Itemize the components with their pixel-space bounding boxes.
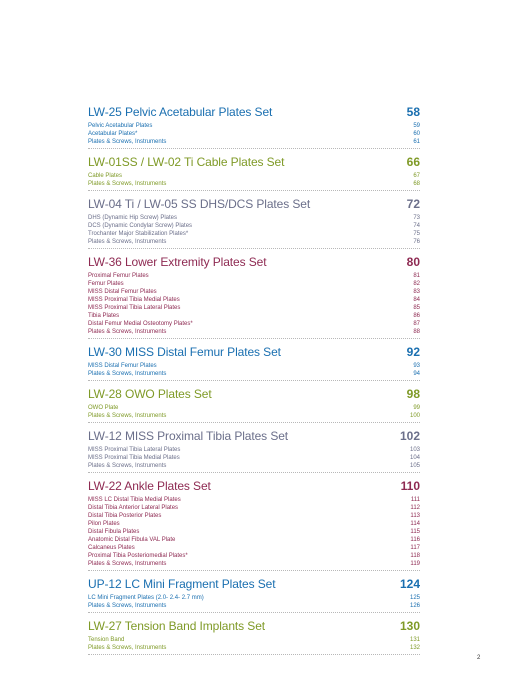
toc-section: [88, 617, 420, 655]
section-page-number: 72: [406, 197, 420, 211]
entry-page-number: 131: [409, 637, 420, 643]
entry-label: Calcaneus Plates: [88, 545, 135, 551]
section-title: LW-12 MISS Proximal Tibia Plates Set: [88, 429, 289, 443]
entry-page-number: 112: [410, 505, 420, 511]
entry-label: LC Mini Fragment Plates (2.0- 2.4- 2.7 mm): [88, 595, 204, 601]
entry-page-number: 116: [410, 537, 420, 543]
entry-page-number: 67: [413, 173, 420, 179]
toc-entry: [88, 122, 420, 130]
entry-page-number: 86: [413, 313, 420, 319]
entry-label: Tibia Plates: [88, 313, 120, 319]
entry-page-number: 132: [409, 645, 420, 651]
toc-entry: [88, 454, 420, 462]
entry-label: Plates & Screws, Instruments: [88, 139, 167, 145]
entry-page-number: 99: [413, 405, 420, 411]
section-heading: [88, 343, 420, 361]
toc-entry: [88, 312, 420, 320]
entry-page-number: 126: [409, 603, 420, 609]
entry-page-number: 81: [413, 273, 420, 279]
entry-page-number: 94: [413, 371, 420, 377]
entry-label: Tension Band: [88, 637, 125, 643]
entry-label: Pilon Plates: [88, 521, 120, 527]
entry-label: MISS Proximal Tibia Medial Plates: [88, 455, 180, 461]
section-divider: [88, 612, 420, 613]
toc-entry: [88, 462, 420, 470]
entry-page-number: 103: [409, 447, 420, 453]
entry-label: MISS Proximal Tibia Lateral Plates: [88, 447, 181, 453]
section-divider: [88, 338, 420, 339]
entry-label: Plates & Screws, Instruments: [88, 371, 167, 377]
entry-label: Cable Plates: [88, 173, 123, 179]
toc-entry: [88, 520, 420, 528]
section-page-number: 58: [406, 105, 420, 119]
section-title: LW-25 Pelvic Acetabular Plates Set: [88, 105, 273, 119]
toc-entry: [88, 320, 420, 328]
entry-label: MISS LC Distal Tibia Medial Plates: [88, 497, 181, 503]
section-page-number: 98: [406, 387, 420, 401]
toc-section: [88, 253, 420, 339]
section-page-number: 110: [400, 479, 420, 493]
toc-entry: [88, 644, 420, 652]
entry-page-number: 59: [413, 123, 420, 129]
toc-entry: [88, 280, 420, 288]
toc-section: [88, 153, 420, 191]
section-heading: [88, 617, 420, 635]
entry-page-number: 68: [413, 181, 420, 187]
section-heading: [88, 427, 420, 445]
toc-entry: [88, 560, 420, 568]
toc-entry: [88, 296, 420, 304]
toc-entry: [88, 512, 420, 520]
toc-entry: [88, 404, 420, 412]
toc-entry: [88, 172, 420, 180]
toc-entry: [88, 552, 420, 560]
page-number: 2: [477, 655, 481, 661]
toc-entry: [88, 222, 420, 230]
entry-page-number: 60: [413, 131, 420, 137]
entry-page-number: 117: [410, 545, 420, 551]
entry-label: Distal Tibia Posterior Plates: [88, 513, 162, 519]
entry-label: Proximal Tibia Posteriomedial Plates*: [88, 553, 188, 559]
toc-entry: [88, 362, 420, 370]
entry-label: Distal Tibia Anterior Lateral Plates: [88, 505, 179, 511]
section-page-number: 80: [406, 255, 420, 269]
entry-page-number: 104: [409, 455, 420, 461]
entry-label: Proximal Femur Plates: [88, 273, 149, 279]
toc-entry: [88, 238, 420, 246]
toc-section: [88, 343, 420, 381]
toc-entry: [88, 504, 420, 512]
entry-page-number: 88: [413, 329, 420, 335]
section-divider: [88, 380, 420, 381]
section-divider: [88, 248, 420, 249]
toc-entry: [88, 138, 420, 146]
entry-page-number: 100: [409, 413, 420, 419]
section-heading: [88, 253, 420, 271]
entry-label: DHS (Dynamic Hip Screw) Plates: [88, 215, 178, 221]
entry-label: MISS Distal Femur Plates: [88, 363, 157, 369]
entry-label: MISS Proximal Tibia Medial Plates: [88, 297, 180, 303]
toc-section: [88, 103, 420, 149]
toc-entry: [88, 496, 420, 504]
table-of-contents: [88, 103, 420, 659]
entry-page-number: 84: [413, 297, 420, 303]
toc-section: [88, 477, 420, 571]
entry-label: Plates & Screws, Instruments: [88, 603, 167, 609]
section-divider: [88, 472, 420, 473]
entry-label: Trochanter Major Stabilization Plates*: [88, 231, 189, 237]
entry-label: Plates & Screws, Instruments: [88, 463, 167, 469]
entry-page-number: 105: [409, 463, 420, 469]
entry-page-number: 74: [413, 223, 420, 229]
section-title: LW-36 Lower Extremity Plates Set: [88, 255, 267, 269]
toc-entry: [88, 544, 420, 552]
entry-page-number: 111: [410, 497, 420, 503]
section-heading: [88, 103, 420, 121]
entry-label: MISS Distal Femur Plates: [88, 289, 157, 295]
entry-label: OWO Plate: [88, 405, 119, 411]
toc-section: [88, 195, 420, 249]
entry-page-number: 83: [413, 289, 420, 295]
toc-entry: [88, 130, 420, 138]
section-title: LW-27 Tension Band Implants Set: [88, 619, 266, 633]
entry-page-number: 115: [410, 529, 420, 535]
toc-entry: [88, 370, 420, 378]
entry-label: Plates & Screws, Instruments: [88, 239, 167, 245]
section-heading: [88, 153, 420, 171]
toc-entry: [88, 528, 420, 536]
section-title: UP-12 LC Mini Fragment Plates Set: [88, 577, 276, 591]
section-page-number: 66: [406, 155, 420, 169]
entry-page-number: 113: [410, 513, 420, 519]
section-page-number: 130: [399, 619, 420, 633]
entry-label: Plates & Screws, Instruments: [88, 181, 167, 187]
toc-entry: [88, 230, 420, 238]
toc-section: [88, 427, 420, 473]
entry-page-number: 119: [410, 561, 420, 567]
section-heading: [88, 195, 420, 213]
entry-page-number: 118: [410, 553, 420, 559]
entry-label: Femur Plates: [88, 281, 124, 287]
section-divider: [88, 148, 420, 149]
section-heading: [88, 477, 420, 495]
entry-page-number: 114: [410, 521, 420, 527]
entry-label: Plates & Screws, Instruments: [88, 561, 167, 567]
toc-entry: [88, 214, 420, 222]
toc-entry: [88, 446, 420, 454]
entry-label: Distal Fibula Plates: [88, 529, 140, 535]
toc-entry: [88, 328, 420, 336]
entry-label: Anatomic Distal Fibula VAL Plate: [88, 537, 176, 543]
toc-section: [88, 575, 420, 613]
section-divider: [88, 422, 420, 423]
section-heading: [88, 575, 420, 593]
entry-label: Acetabular Plates*: [88, 131, 138, 137]
toc-entry: [88, 636, 420, 644]
toc-entry: [88, 272, 420, 280]
toc-entry: [88, 602, 420, 610]
section-title: LW-30 MISS Distal Femur Plates Set: [88, 345, 281, 359]
entry-label: Pelvic Acetabular Plates: [88, 123, 153, 129]
entry-page-number: 85: [413, 305, 420, 311]
entry-label: MISS Proximal Tibia Lateral Plates: [88, 305, 181, 311]
section-title: LW-01SS / LW-02 Ti Cable Plates Set: [88, 155, 285, 169]
entry-page-number: 93: [413, 363, 420, 369]
toc-section: [88, 385, 420, 423]
section-page-number: 124: [399, 577, 420, 591]
entry-label: Distal Femur Medial Osteotomy Plates*: [88, 321, 193, 327]
entry-page-number: 82: [413, 281, 420, 287]
entry-page-number: 76: [413, 239, 420, 245]
toc-entry: [88, 180, 420, 188]
entry-page-number: 73: [413, 215, 420, 221]
toc-entry: [88, 412, 420, 420]
entry-label: Plates & Screws, Instruments: [88, 413, 167, 419]
entry-page-number: 87: [413, 321, 420, 327]
section-page-number: 102: [399, 429, 420, 443]
section-divider: [88, 570, 420, 571]
section-divider: [88, 190, 420, 191]
section-page-number: 92: [406, 345, 420, 359]
entry-label: DCS (Dynamic Condylar Screw) Plates: [88, 223, 193, 229]
toc-entry: [88, 304, 420, 312]
toc-entry: [88, 288, 420, 296]
section-title: LW-28 OWO Plates Set: [88, 387, 212, 401]
entry-page-number: 125: [409, 595, 420, 601]
section-title: LW-22 Ankle Plates Set: [88, 479, 211, 493]
section-divider: [88, 654, 420, 655]
toc-entry: [88, 536, 420, 544]
entry-page-number: 61: [413, 139, 420, 145]
toc-entry: [88, 594, 420, 602]
entry-page-number: 75: [413, 231, 420, 237]
entry-label: Plates & Screws, Instruments: [88, 329, 167, 335]
entry-label: Plates & Screws, Instruments: [88, 645, 167, 651]
section-heading: [88, 385, 420, 403]
section-title: LW-04 Ti / LW-05 SS DHS/DCS Plates Set: [88, 197, 311, 211]
